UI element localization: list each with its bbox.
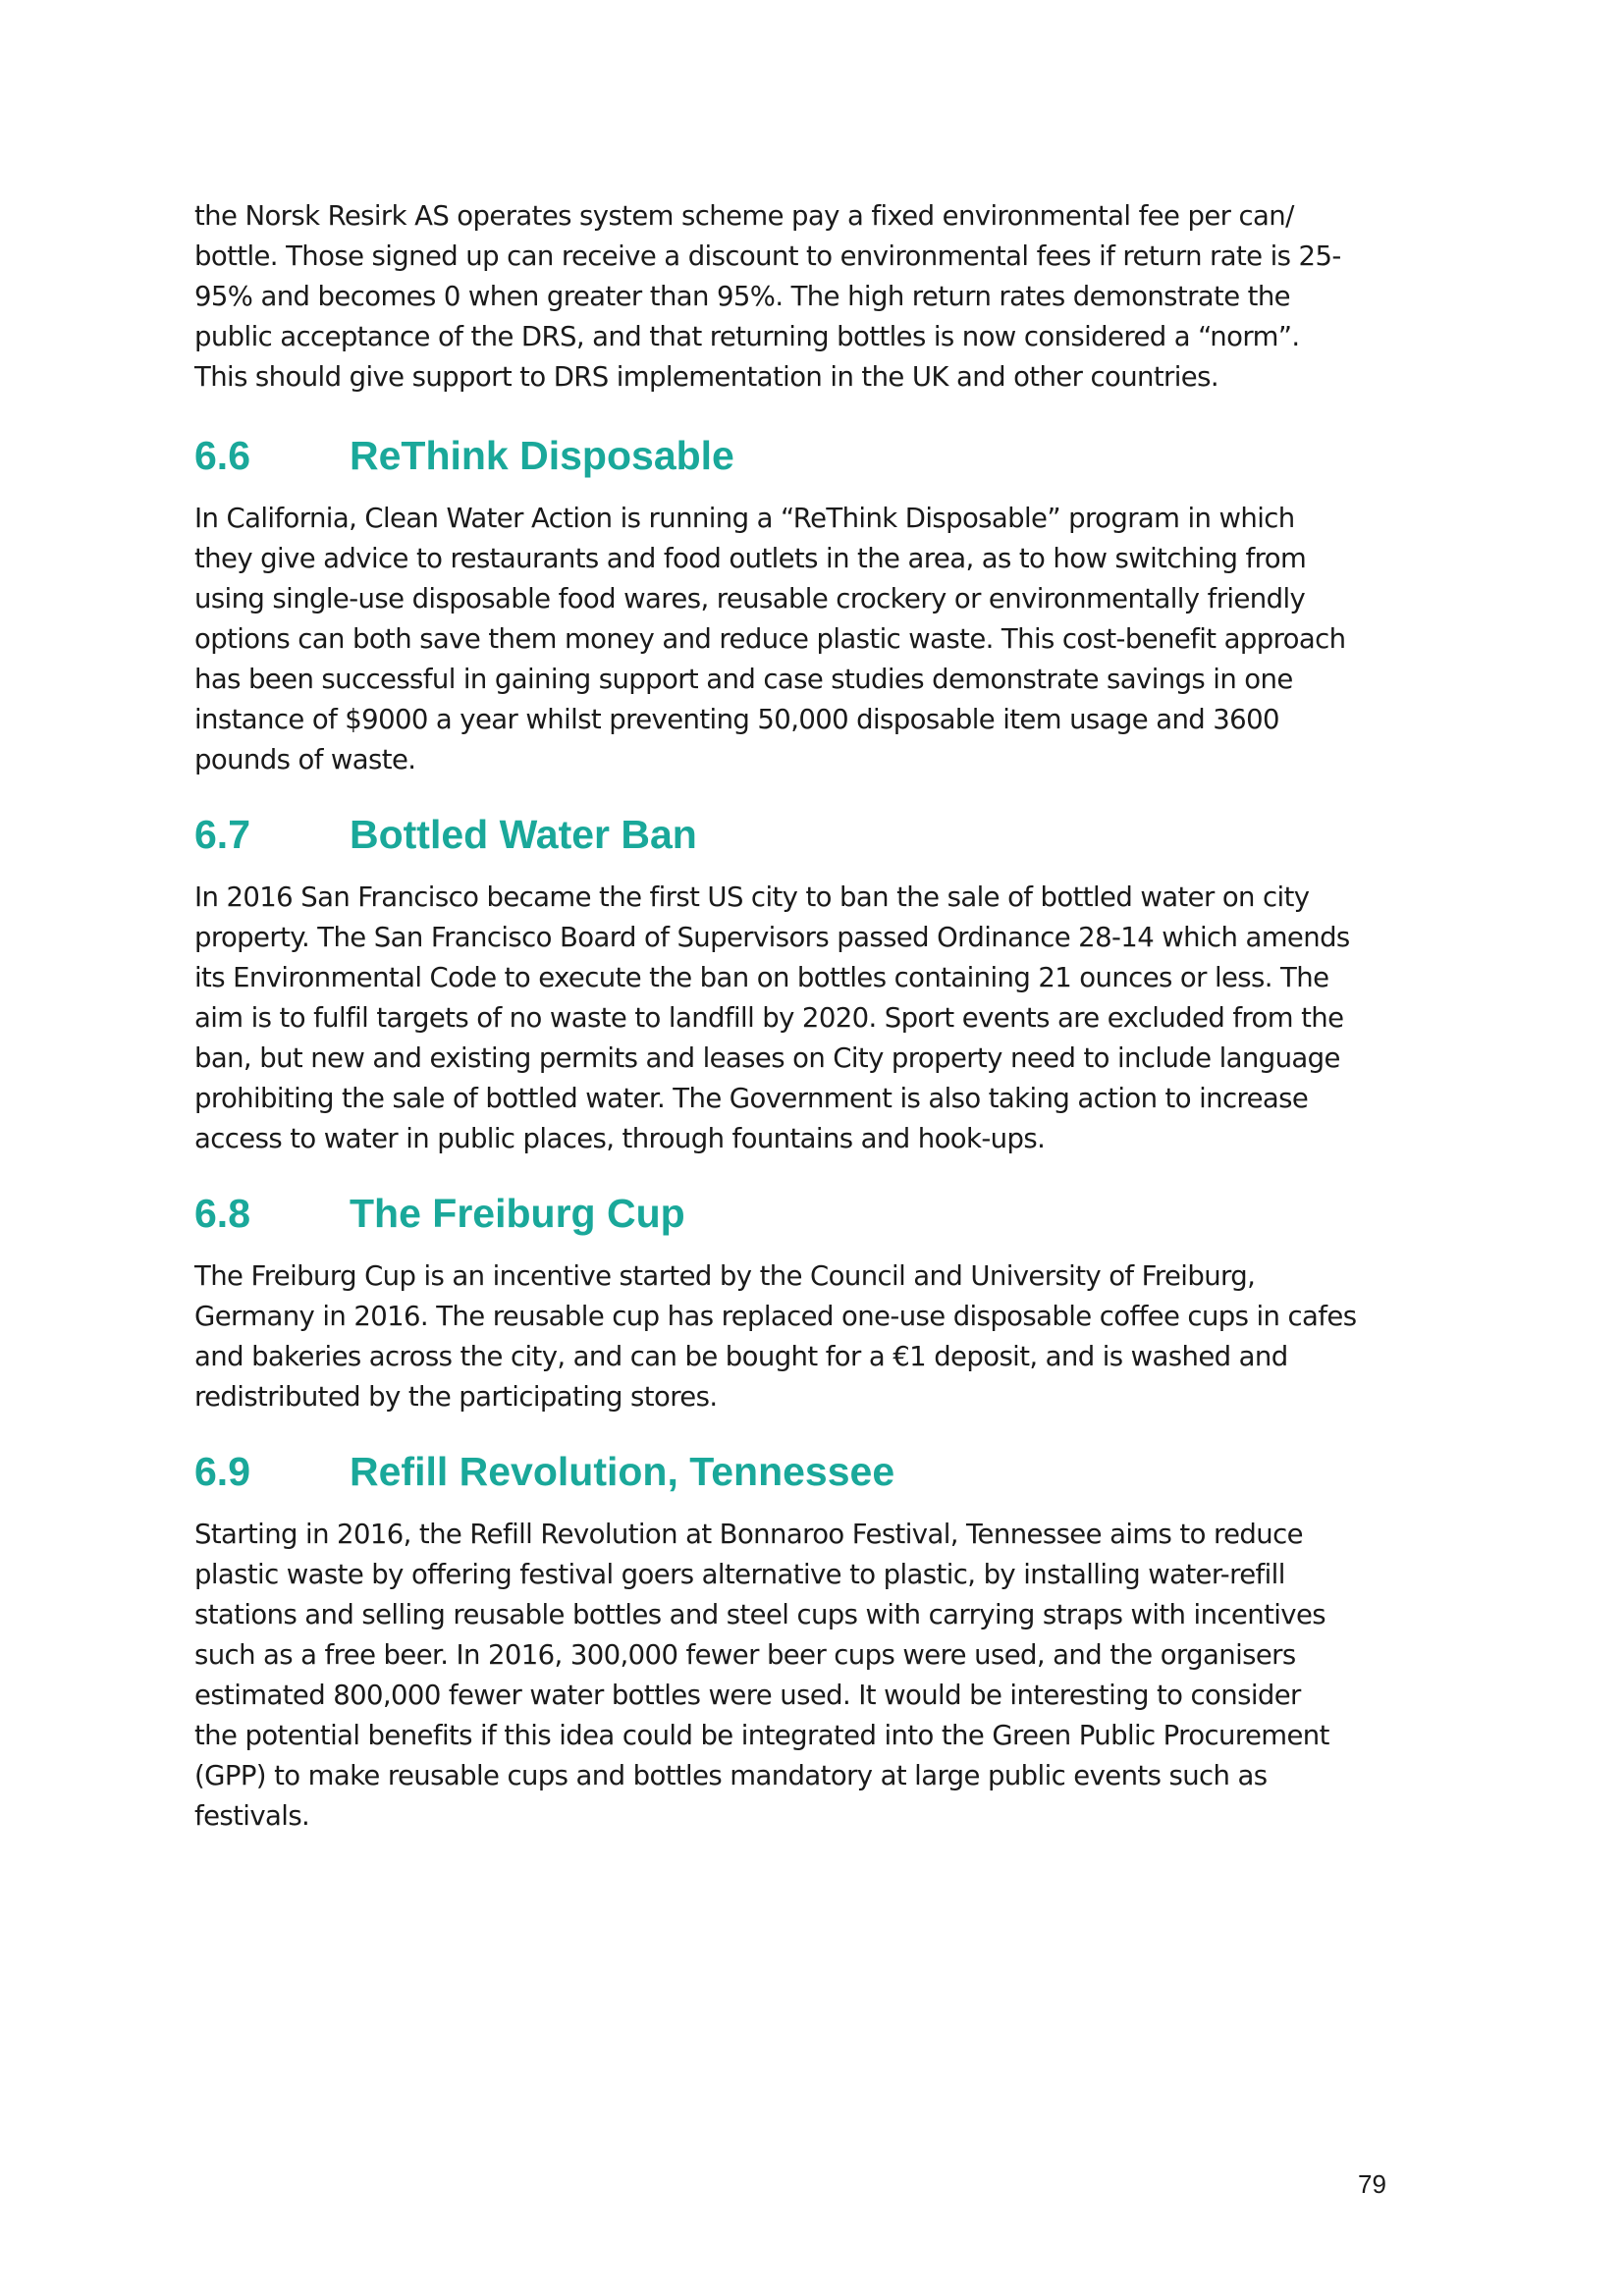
intro-line: the Norsk Resirk AS operates system scheme pay a fixed environmental fee per can/ <box>194 200 1294 232</box>
paragraph-line: In California, Clean Water Action is running a “ReThink Disposable” program in which <box>194 503 1295 534</box>
paragraph-line: its Environmental Code to execute the ban on bottles containing 21 ounces or less. The <box>194 962 1329 993</box>
section-paragraph-bottled-water-ban <box>194 878 1412 1159</box>
section-title: ReThink Disposable <box>350 433 734 478</box>
paragraph-line: the potential benefits if this idea could be integrated into the Green Public Procurement <box>194 1720 1329 1751</box>
paragraph-line: stations and selling reusable bottles and steel cups with carrying straps with incentives <box>194 1599 1326 1630</box>
paragraph-line: aim is to fulfil targets of no waste to landfill by 2020. Sport events are excluded from the <box>194 1002 1344 1034</box>
section-heading-freiburg-cup <box>194 1190 685 1237</box>
intro-line: This should give support to DRS implementation in the UK and other countries. <box>194 361 1218 393</box>
paragraph-line: access to water in public places, through fountains and hook-ups. <box>194 1123 1046 1154</box>
section-heading-rethink-disposable <box>194 432 734 479</box>
paragraph-line: instance of $9000 a year whilst preventing 50,000 disposable item usage and 3600 <box>194 704 1279 735</box>
paragraph-line: plastic waste by offering festival goers alternative to plastic, by installing water-refill <box>194 1559 1285 1590</box>
section-title: Refill Revolution, Tennessee <box>350 1449 895 1494</box>
paragraph-line: ban, but new and existing permits and leases on City property need to include language <box>194 1042 1340 1074</box>
section-title: The Freiburg Cup <box>350 1191 685 1236</box>
intro-line: 95% and becomes 0 when greater than 95%. The high return rates demonstrate the <box>194 281 1291 312</box>
section-number: 6.9 <box>194 1449 250 1494</box>
paragraph-line: property. The San Francisco Board of Supervisors passed Ordinance 28-14 which amends <box>194 922 1350 953</box>
paragraph-line: using single-use disposable food wares, reusable crockery or environmentally friendly <box>194 583 1306 614</box>
paragraph-line: Germany in 2016. The reusable cup has replaced one-use disposable coffee cups in cafes <box>194 1301 1357 1332</box>
paragraph-line: estimated 800,000 fewer water bottles were used. It would be interesting to consider <box>194 1680 1301 1711</box>
paragraph-line: pounds of waste. <box>194 744 416 775</box>
section-title: Bottled Water Ban <box>350 812 697 857</box>
page-number: 79 <box>1358 2169 1386 2199</box>
paragraph-line: options can both save them money and reduce plastic waste. This cost-benefit approach <box>194 623 1346 655</box>
paragraph-line: such as a free beer. In 2016, 300,000 fewer beer cups were used, and the organisers <box>194 1639 1296 1671</box>
intro-line: bottle. Those signed up can receive a discount to environmental fees if return rate is 25- <box>194 240 1341 272</box>
section-number: 6.8 <box>194 1191 250 1236</box>
paragraph-line: they give advice to restaurants and food outlets in the area, as to how switching from <box>194 543 1307 574</box>
paragraph-line: and bakeries across the city, and can be bought for a €1 deposit, and is washed and <box>194 1341 1288 1372</box>
intro-line: public acceptance of the DRS, and that returning bottles is now considered a “norm”. <box>194 321 1300 352</box>
paragraph-line: prohibiting the sale of bottled water. The Government is also taking action to increase <box>194 1083 1309 1114</box>
section-paragraph-refill-revolution <box>194 1515 1412 1837</box>
paragraph-line: has been successful in gaining support and case studies demonstrate savings in one <box>194 664 1293 695</box>
intro-paragraph <box>194 196 1412 398</box>
paragraph-line: Starting in 2016, the Refill Revolution at Bonnaroo Festival, Tennessee aims to reduce <box>194 1519 1303 1550</box>
paragraph-line: In 2016 San Francisco became the first US city to ban the sale of bottled water on city <box>194 881 1310 913</box>
paragraph-line: (GPP) to make reusable cups and bottles mandatory at large public events such as <box>194 1760 1268 1791</box>
paragraph-line: festivals. <box>194 1800 310 1832</box>
paragraph-line: The Freiburg Cup is an incentive started by the Council and University of Freiburg, <box>194 1260 1256 1292</box>
paragraph-line: redistributed by the participating stores. <box>194 1381 718 1413</box>
section-number: 6.6 <box>194 433 250 478</box>
section-heading-bottled-water-ban <box>194 811 697 858</box>
section-paragraph-freiburg-cup <box>194 1256 1412 1417</box>
section-number: 6.7 <box>194 812 250 857</box>
section-heading-refill-revolution <box>194 1448 894 1495</box>
section-paragraph-rethink-disposable <box>194 499 1412 780</box>
